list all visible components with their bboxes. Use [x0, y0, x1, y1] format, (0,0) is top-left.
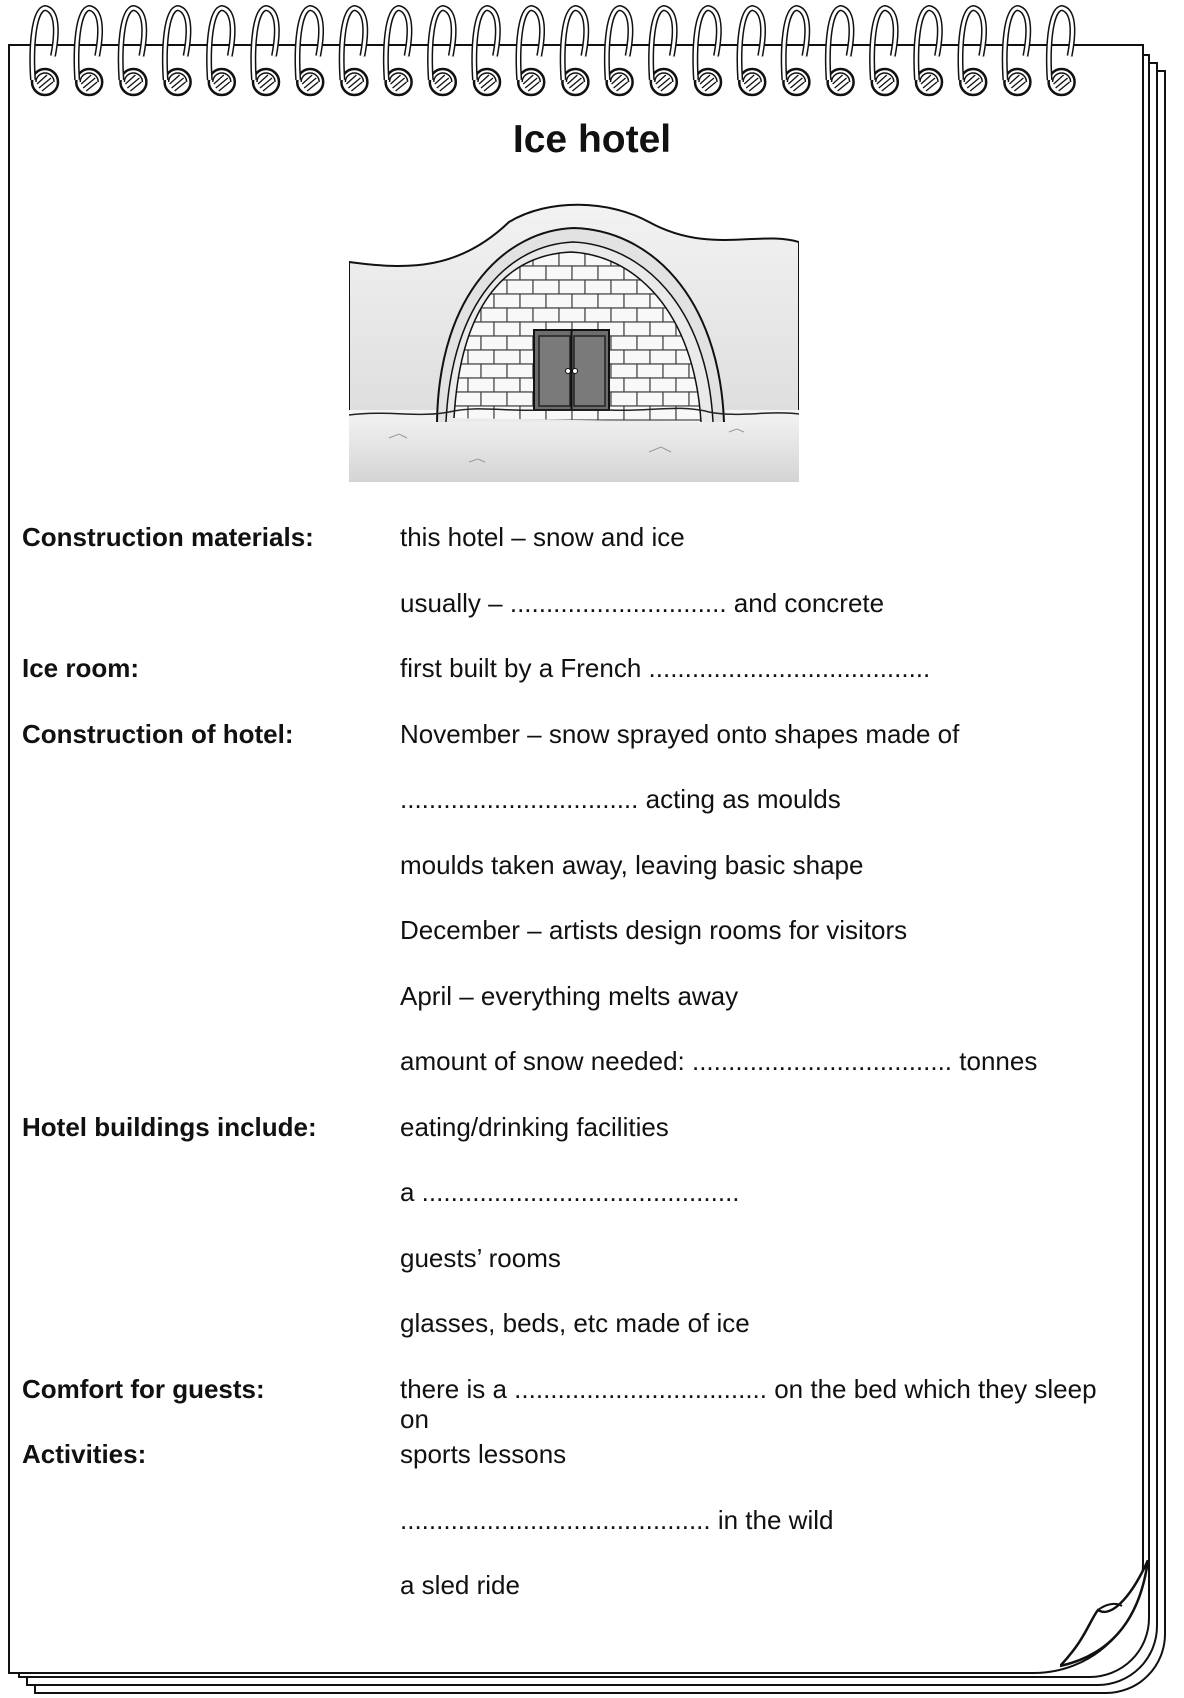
binding-ring [651, 8, 677, 95]
field-note: December – artists design rooms for visitors [400, 915, 908, 945]
binding-ring [76, 8, 102, 95]
field-note: glasses, beds, etc made of ice [400, 1308, 750, 1338]
field-note: a sled ride [400, 1570, 520, 1600]
binding-ring [739, 8, 765, 95]
field-note: first built by a French ....................................... [400, 653, 931, 683]
binding-ring [120, 8, 146, 95]
field-note: this hotel – snow and ice [400, 522, 685, 552]
binding-ring [32, 8, 58, 95]
binding-ring [828, 8, 854, 95]
field-label: Comfort for guests: [22, 1373, 265, 1404]
ice-hotel-illustration [349, 200, 799, 482]
binding-ring [386, 8, 412, 95]
binding-ring [607, 8, 633, 95]
field-label: Construction materials: [22, 522, 314, 552]
binding-ring [1004, 8, 1030, 95]
binding-ring [341, 8, 367, 95]
field-note: usually – .............................. and concrete [400, 587, 885, 618]
binding-ring [783, 8, 809, 95]
binding-ring [209, 8, 235, 95]
field-note: amount of snow needed: .................................... tonnes [400, 1046, 1038, 1076]
binding-ring [960, 8, 986, 95]
field-note: guests’ rooms [400, 1242, 561, 1273]
spiral-binding [0, 0, 1184, 110]
binding-ring [695, 8, 721, 95]
binding-ring [916, 8, 942, 95]
binding-ring [430, 8, 456, 95]
field-label: Activities: [22, 1439, 147, 1469]
field-note: November – snow sprayed onto shapes made of [400, 718, 960, 749]
binding-ring [872, 8, 898, 95]
binding-ring [474, 8, 500, 95]
field-note: ................................. acting as moulds [400, 784, 841, 814]
field-note: ........................................... in the wild [400, 1504, 834, 1535]
field-note: April – everything melts away [400, 980, 739, 1011]
field-note: there is a ................................... on the bed which they sleep on [400, 1373, 1097, 1434]
field-note: a ............................................ [400, 1177, 740, 1207]
binding-ring [297, 8, 323, 95]
binding-ring [1049, 8, 1075, 95]
binding-ring [518, 8, 544, 95]
field-note: moulds taken away, leaving basic shape [400, 849, 864, 880]
field-label: Hotel buildings include: [22, 1111, 317, 1142]
binding-ring [562, 8, 588, 95]
field-note: eating/drinking facilities [400, 1111, 669, 1142]
binding-ring [253, 8, 279, 95]
page-title: Ice hotel [512, 118, 672, 161]
field-note: sports lessons [400, 1439, 567, 1469]
field-label: Ice room: [22, 653, 140, 683]
field-label: Construction of hotel: [22, 718, 294, 749]
binding-ring [165, 8, 191, 95]
